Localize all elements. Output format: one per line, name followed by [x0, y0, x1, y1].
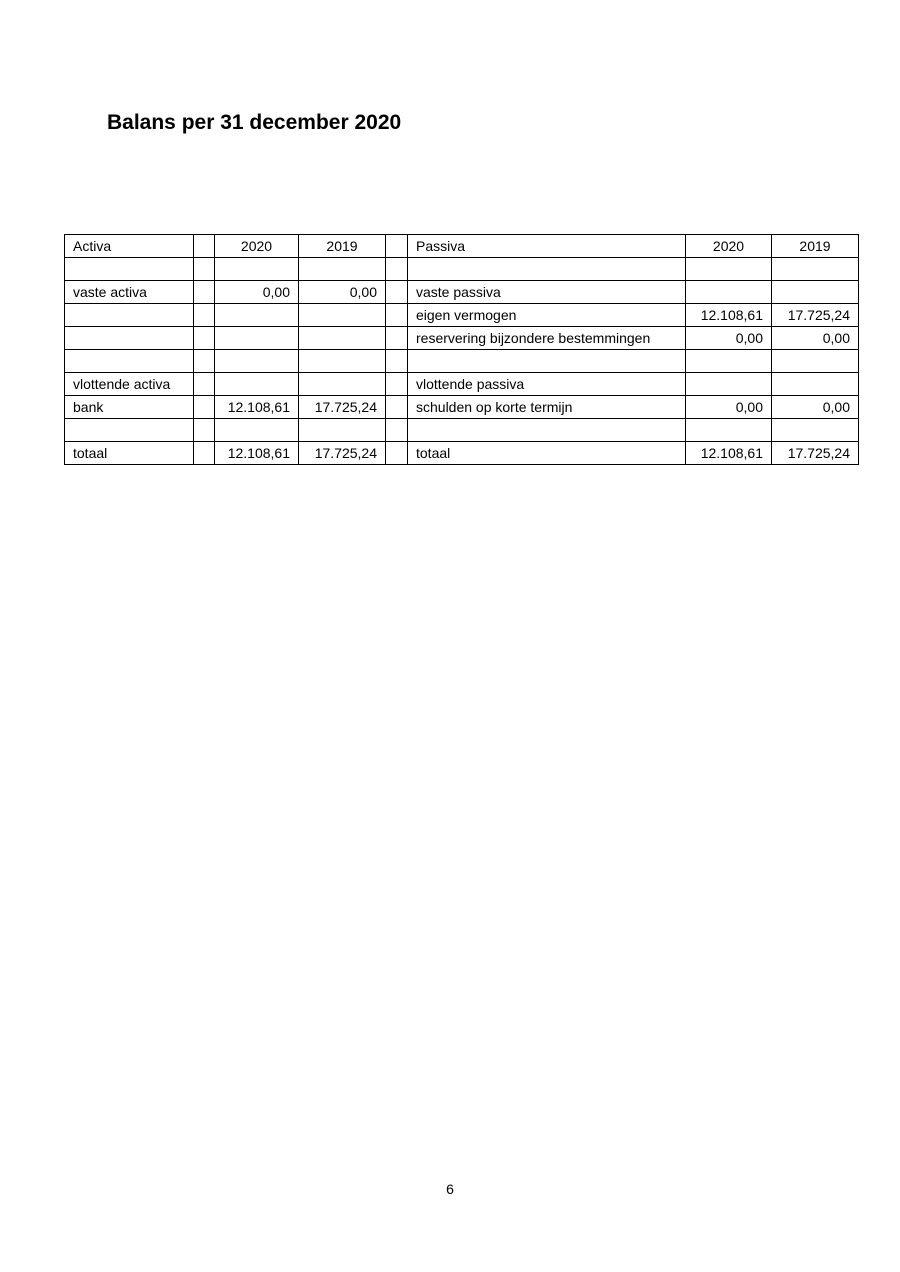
- table-row: [65, 442, 859, 465]
- activa-2020-cell: 12.108,61: [215, 442, 299, 465]
- table-row: [65, 327, 859, 350]
- activa-2019-cell: [299, 258, 386, 281]
- passiva-2019-cell: [772, 373, 859, 396]
- activa-2019-cell: [299, 327, 386, 350]
- activa-label-cell: totaal: [65, 442, 194, 465]
- passiva-2020-cell: 12.108,61: [686, 442, 772, 465]
- passiva-label-cell: totaal: [408, 442, 686, 465]
- table-row: [65, 350, 859, 373]
- activa-2019-cell: [299, 419, 386, 442]
- spacer-cell: [386, 442, 408, 465]
- spacer-cell: [194, 304, 215, 327]
- passiva-label-cell: [408, 350, 686, 373]
- passiva-2019-cell: [772, 258, 859, 281]
- spacer-cell: [194, 350, 215, 373]
- activa-2019-cell: [299, 350, 386, 373]
- spacer-cell: [194, 258, 215, 281]
- passiva-2019-cell: [772, 350, 859, 373]
- spacer-cell: [386, 304, 408, 327]
- spacer-cell: [386, 281, 408, 304]
- spacer-cell: [386, 419, 408, 442]
- spacer-cell: [194, 327, 215, 350]
- passiva-label-cell: [408, 258, 686, 281]
- activa-label-cell: [65, 350, 194, 373]
- passiva-2020-cell: 0,00: [686, 327, 772, 350]
- passiva-2019-cell: [772, 281, 859, 304]
- activa-header: Activa: [65, 235, 194, 258]
- activa-label-cell: bank: [65, 396, 194, 419]
- passiva-2020-cell: [686, 258, 772, 281]
- page-number: 6: [446, 1181, 454, 1197]
- spacer-cell: [386, 396, 408, 419]
- activa-label-cell: vaste activa: [65, 281, 194, 304]
- activa-2019-cell: 17.725,24: [299, 396, 386, 419]
- activa-label-cell: [65, 258, 194, 281]
- spacer-cell: [386, 350, 408, 373]
- activa-2020-cell: [215, 373, 299, 396]
- balance-sheet-table: [64, 234, 859, 465]
- activa-label-cell: [65, 327, 194, 350]
- passiva-2020-cell: 0,00: [686, 396, 772, 419]
- table-row: [65, 419, 859, 442]
- spacer-cell: [386, 258, 408, 281]
- spacer-cell: [386, 327, 408, 350]
- activa-2020-cell: [215, 327, 299, 350]
- passiva-label-cell: eigen vermogen: [408, 304, 686, 327]
- page-title: Balans per 31 december 2020: [107, 111, 402, 134]
- table-header-row: [65, 235, 859, 258]
- passiva-2019-cell: 0,00: [772, 396, 859, 419]
- spacer-cell: [194, 442, 215, 465]
- activa-2020-cell: [215, 304, 299, 327]
- spacer-cell: [194, 373, 215, 396]
- passiva-2020-cell: [686, 281, 772, 304]
- activa-2019-cell: [299, 304, 386, 327]
- passiva-2019-cell: 17.725,24: [772, 442, 859, 465]
- activa-label-cell: [65, 419, 194, 442]
- activa-2020-cell: [215, 350, 299, 373]
- activa-2020-cell: 0,00: [215, 281, 299, 304]
- spacer-cell: [194, 281, 215, 304]
- passiva-label-cell: [408, 419, 686, 442]
- activa-2019-cell: [299, 373, 386, 396]
- spacer-cell: [194, 396, 215, 419]
- table-row: [65, 304, 859, 327]
- passiva-label-cell: reservering bijzondere bestemmingen: [408, 327, 686, 350]
- activa-2020-cell: [215, 419, 299, 442]
- activa-2020-cell: 12.108,61: [215, 396, 299, 419]
- passiva-2020-cell: [686, 419, 772, 442]
- spacer-cell: [386, 235, 408, 258]
- passiva-label-cell: vaste passiva: [408, 281, 686, 304]
- passiva-2019-cell: 0,00: [772, 327, 859, 350]
- passiva-2020-cell: [686, 373, 772, 396]
- passiva-year-2019-header: 2019: [772, 235, 859, 258]
- passiva-2019-cell: 17.725,24: [772, 304, 859, 327]
- passiva-2019-cell: [772, 419, 859, 442]
- passiva-label-cell: schulden op korte termijn: [408, 396, 686, 419]
- spacer-cell: [194, 235, 215, 258]
- spacer-cell: [386, 373, 408, 396]
- table-row: [65, 373, 859, 396]
- activa-label-cell: vlottende activa: [65, 373, 194, 396]
- passiva-year-2020-header: 2020: [686, 235, 772, 258]
- passiva-2020-cell: 12.108,61: [686, 304, 772, 327]
- activa-2019-cell: 17.725,24: [299, 442, 386, 465]
- passiva-header: Passiva: [408, 235, 686, 258]
- passiva-label-cell: vlottende passiva: [408, 373, 686, 396]
- table-row: [65, 281, 859, 304]
- activa-year-2019-header: 2019: [299, 235, 386, 258]
- activa-label-cell: [65, 304, 194, 327]
- activa-2020-cell: [215, 258, 299, 281]
- table-row: [65, 396, 859, 419]
- table-row: [65, 258, 859, 281]
- spacer-cell: [194, 419, 215, 442]
- passiva-2020-cell: [686, 350, 772, 373]
- activa-2019-cell: 0,00: [299, 281, 386, 304]
- activa-year-2020-header: 2020: [215, 235, 299, 258]
